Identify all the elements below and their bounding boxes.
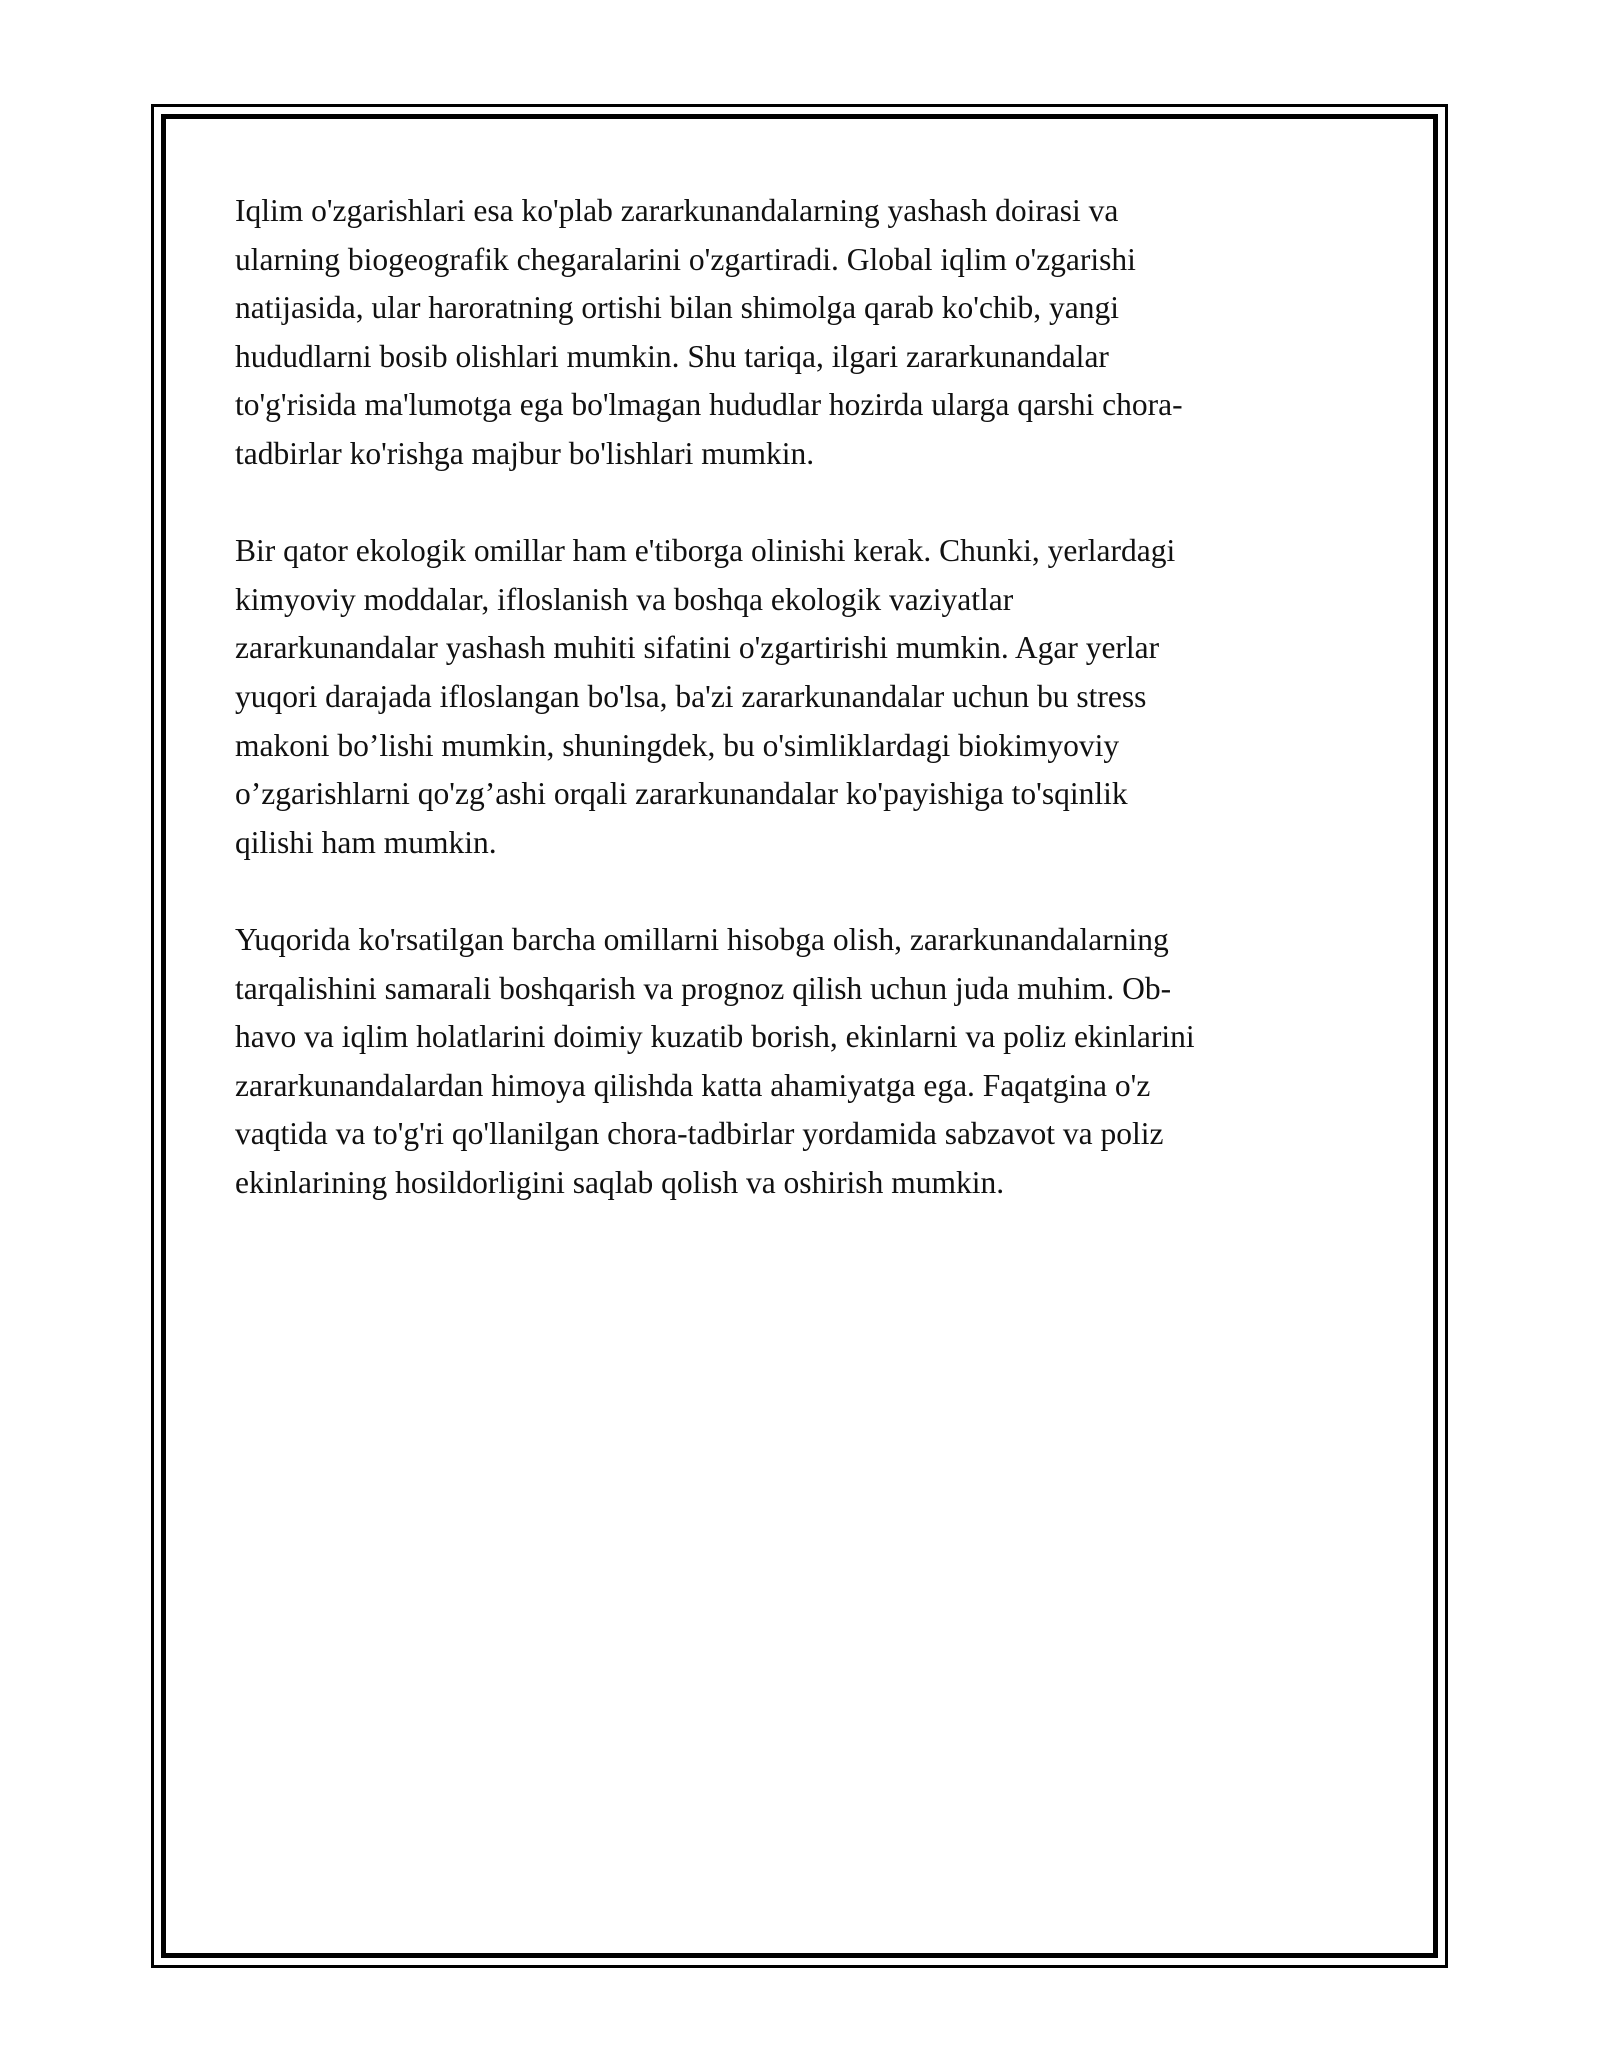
text-line: qilishi ham mumkin. [235, 824, 497, 860]
text-line: Iqlim o'zgarishlari esa ko'plab zararkunandalarning yashash doirasi va [235, 193, 1119, 228]
text-line: Bir qator ekologik omillar ham e'tiborga olinishi kerak. Chunki, yerlardagi [235, 533, 1176, 569]
text-line: tadbirlar ko'rishga majbur bo'lishlari mumkin. [235, 435, 815, 471]
text-line: zararkunandalar yashash muhiti sifatini o'zgartirishi mumkin. Agar yerlar [235, 630, 1160, 666]
text-line: o’zgarishlarni qo'zg’ashi orqali zararkunandalar ko'payishiga to'sqinlik [235, 776, 1128, 812]
text-line: havo va iqlim holatlarini doimiy kuzatib borish, ekinlarni va poliz ekinlarini [235, 1019, 1195, 1055]
text-line: tarqalishini samarali boshqarish va prognoz qilish uchun juda muhim. Ob- [235, 970, 1172, 1006]
text-line: ularning biogeografik chegaralarini o'zgartiradi. Global iqlim o'zgarishi [235, 241, 1136, 277]
text-line: makoni bo’lishi mumkin, shuningdek, bu o'simliklardagi biokimyoviy [235, 727, 1120, 763]
text-line: hududlarni bosib olishlari mumkin. Shu tariqa, ilgari zararkunandalar [235, 338, 1109, 374]
document-body [235, 187, 1365, 1256]
text-line: yuqori darajada ifloslangan bo'lsa, ba'zi zararkunandalar uchun bu stress [235, 678, 1147, 714]
text-line: to'g'risida ma'lumotga ega bo'lmagan hududlar hozirda ularga qarshi chora- [235, 387, 1183, 423]
paragraph-3 [235, 916, 1365, 1208]
text-line: ekinlarining hosildorligini saqlab qolish va oshirish mumkin. [235, 1164, 1005, 1200]
paragraph-2 [235, 527, 1365, 867]
paragraph-1 [235, 187, 1365, 479]
text-line: kimyoviy moddalar, ifloslanish va boshqa ekologik vaziyatlar [235, 581, 1014, 617]
text-line: vaqtida va to'g'ri qo'llanilgan chora-tadbirlar yordamida sabzavot va poliz [235, 1116, 1164, 1152]
text-line: natijasida, ular haroratning ortishi bilan shimolga qarab ko'chib, yangi [235, 290, 1119, 326]
text-line: zararkunandalardan himoya qilishda katta ahamiyatga ega. Faqatgina o'z [235, 1067, 1151, 1103]
text-line: Yuqorida ko'rsatilgan barcha omillarni hisobga olish, zararkunandalarning [235, 921, 1169, 957]
